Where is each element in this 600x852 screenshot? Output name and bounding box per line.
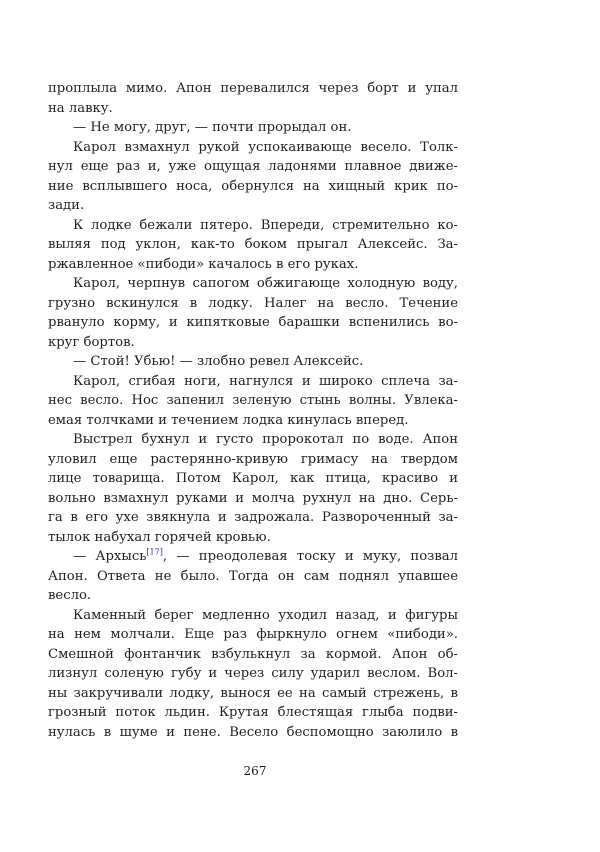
text-line-footnote: [48, 547, 458, 567]
text-line: лице товарища. Потом Карол, как птица, красиво и: [48, 471, 458, 486]
text-line: уловил еще растерянно-кривую гримасу на твердом: [48, 451, 458, 467]
text-block-1: [48, 79, 458, 547]
footnote-line-before: — Архысь: [73, 549, 147, 564]
text-line: Апон. Ответа не было. Тогда он сам поднял упавшее: [48, 568, 458, 584]
text-line: грузно вскинулся в лодку. Налег на весло. Течение: [48, 295, 458, 311]
text-line: круг бортов.: [48, 334, 135, 350]
text-line: на лавку.: [48, 100, 113, 116]
text-line: лизнул соленую губу и через силу ударил веслом. Вол-: [48, 666, 458, 681]
text-line: нес весло. Нос запенил зеленую стынь волны. Увлека-: [48, 393, 458, 408]
text-line: ржавленное «пибоди» качалось в его руках.: [48, 256, 359, 272]
text-line: га в его ухе звякнула и задрожала. Развороченный за-: [48, 510, 458, 525]
text-line: рвануло корму, и кипятковые барашки вспенились во-: [48, 315, 458, 330]
text-line: ние всплывшего носа, обернулся на хищный крик по-: [48, 178, 458, 194]
text-line: выляя под уклон, как-то боком прыгал Алексейс. За-: [48, 237, 458, 252]
text-line: — Стой! Убью! — злобно ревел Алексейс.: [73, 354, 364, 369]
text-line: ны закручивали лодку, вынося ее на самый стрежень, в: [48, 685, 458, 701]
page-number: 267: [243, 764, 267, 778]
text-line: емая толчками и течением лодка кинулась вперед.: [48, 412, 409, 428]
text-line: весло.: [48, 588, 92, 603]
text-line: Смешной фонтанчик взбулькнул за кормой. Апон об-: [48, 646, 458, 662]
footnote-line-after: , — преодолевая тоску и муку, позвал: [162, 549, 459, 564]
text-line: Карол, черпнув сапогом обжигающе холодную воду,: [73, 276, 458, 291]
text-line: нулась в шуме и пене. Весело беспомощно заюлило в: [48, 724, 458, 740]
text-line: Карол, сгибая ноги, нагнулся и широко сплеча за-: [73, 373, 458, 389]
text-block-2: [48, 567, 458, 743]
text-line: Карол взмахнул рукой успокаивающе весело. Толк-: [73, 139, 458, 155]
text-line: Каменный берег медленно уходил назад, и фигуры: [73, 607, 458, 623]
text-line: — Не могу, друг, — почти прорыдал он.: [73, 120, 352, 135]
text-line: вольно взмахнул руками и молча рухнул на дно. Серь-: [48, 490, 458, 506]
text-line: грозный поток льдин. Крутая блестящая глыба подви-: [48, 705, 458, 720]
text-line: нул еще раз и, уже ощущая ладонями плавное движе-: [48, 159, 458, 174]
body-text: [48, 79, 458, 742]
text-line: тылок набухал горячей кровью.: [48, 529, 271, 545]
text-line: проплыла мимо. Апон перевалился через борт и упал: [48, 81, 458, 96]
text-line: К лодке бежали пятеро. Впереди, стремительно ко-: [73, 217, 458, 233]
text-line: на нем молчали. Еще раз фыркнуло огнем «пибоди».: [48, 627, 458, 642]
text-line: Выстрел бухнул и густо пророкотал по воде. Апон: [73, 432, 458, 447]
footnote-ref-link[interactable]: [17]: [146, 547, 163, 557]
text-line: зади.: [48, 198, 85, 213]
